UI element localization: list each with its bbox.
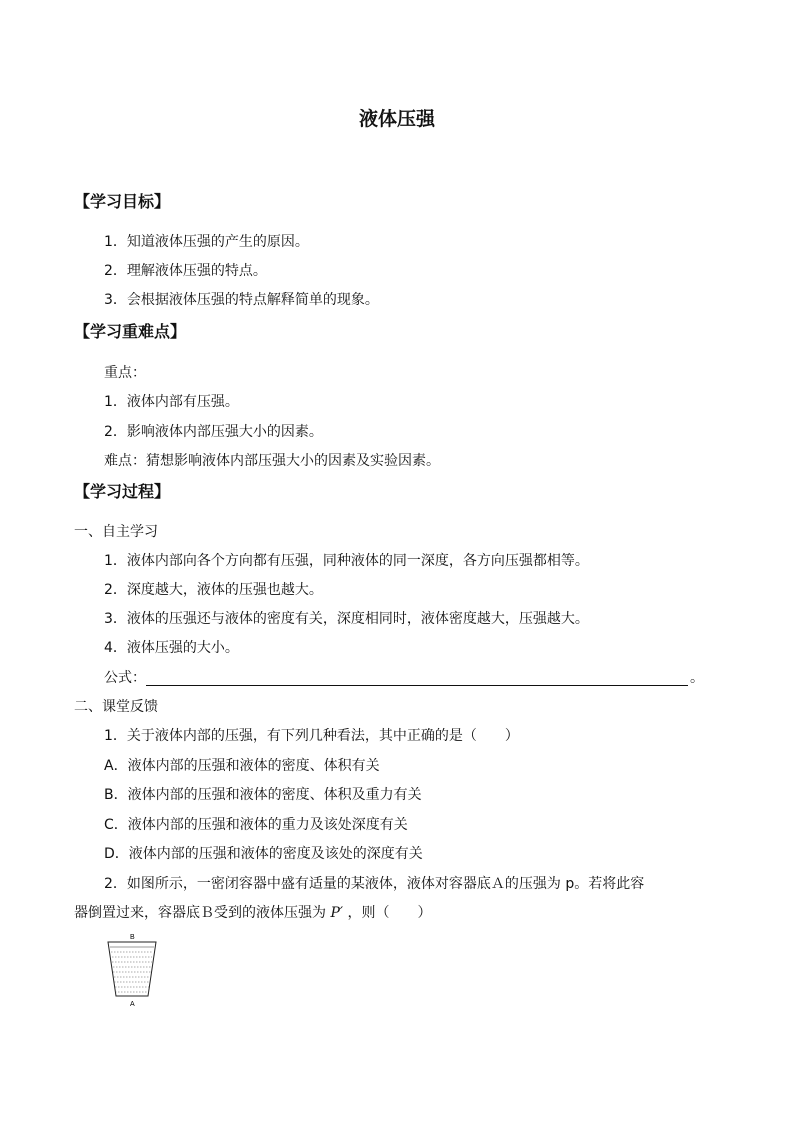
part1-item: 3．液体的压强还与液体的密度有关，深度相同时，液体密度越大，压强越大。	[104, 611, 589, 627]
question-1: 1．关于液体内部的压强，有下列几种看法，其中正确的是（ ）	[104, 728, 519, 744]
q1-option-d: D．液体内部的压强和液体的密度及该处的深度有关	[104, 846, 423, 862]
process-heading: 【学习过程】	[74, 482, 171, 501]
formula-blank[interactable]	[146, 685, 688, 686]
container-outline	[108, 942, 156, 996]
q1-option-c: C．液体内部的压强和液体的重力及该处深度有关	[104, 817, 408, 833]
q1-option-b: B．液体内部的压强和液体的密度、体积及重力有关	[104, 787, 422, 803]
formula-label: 公式：	[104, 670, 146, 686]
part1-item: 4．液体压强的大小。	[104, 640, 239, 656]
p-prime-symbol: P′	[330, 905, 344, 921]
keypoint-item: 1．液体内部有压强。	[104, 394, 239, 410]
question-2-line2	[74, 903, 432, 923]
q1-option-a: A．液体内部的压强和液体的密度、体积有关	[104, 758, 380, 774]
part1-item: 2．深度越大，液体的压强也越大。	[104, 582, 323, 598]
part1-item: 1．液体内部向各个方向都有压强，同种液体的同一深度，各方向压强都相等。	[104, 553, 589, 569]
question-2-line2-end: ，则（ ）	[347, 905, 432, 921]
question-2-line1: 2．如图所示，一密闭容器中盛有适量的某液体，液体对容器底Ａ的压强为 p。若将此容	[104, 876, 645, 892]
objective-item: 2．理解液体压强的特点。	[104, 263, 267, 279]
page-title: 液体压强	[358, 108, 435, 130]
keypoint-item: 2．影响液体内部压强大小的因素。	[104, 424, 323, 440]
formula-end: 。	[690, 670, 704, 686]
keypoints-heading: 【学习重难点】	[74, 322, 187, 341]
difficulty-text: 难点：猜想影响液体内部压强大小的因素及实验因素。	[104, 453, 440, 469]
figure-label-b: B	[130, 934, 135, 941]
objectives-heading: 【学习目标】	[74, 192, 171, 211]
liquid-lines	[111, 952, 153, 992]
keypoints-label: 重点：	[104, 365, 146, 381]
container-figure	[100, 930, 170, 1010]
question-2-line2-start: 器倒置过来，容器底Ｂ受到的液体压强为	[74, 905, 326, 921]
objective-item: 3．会根据液体压强的特点解释简单的现象。	[104, 292, 379, 308]
objective-item: 1．知道液体压强的产生的原因。	[104, 234, 309, 250]
part2-heading: 二、课堂反馈	[74, 699, 158, 715]
part1-heading: 一、自主学习	[74, 524, 158, 540]
figure-label-a: A	[130, 1001, 135, 1008]
